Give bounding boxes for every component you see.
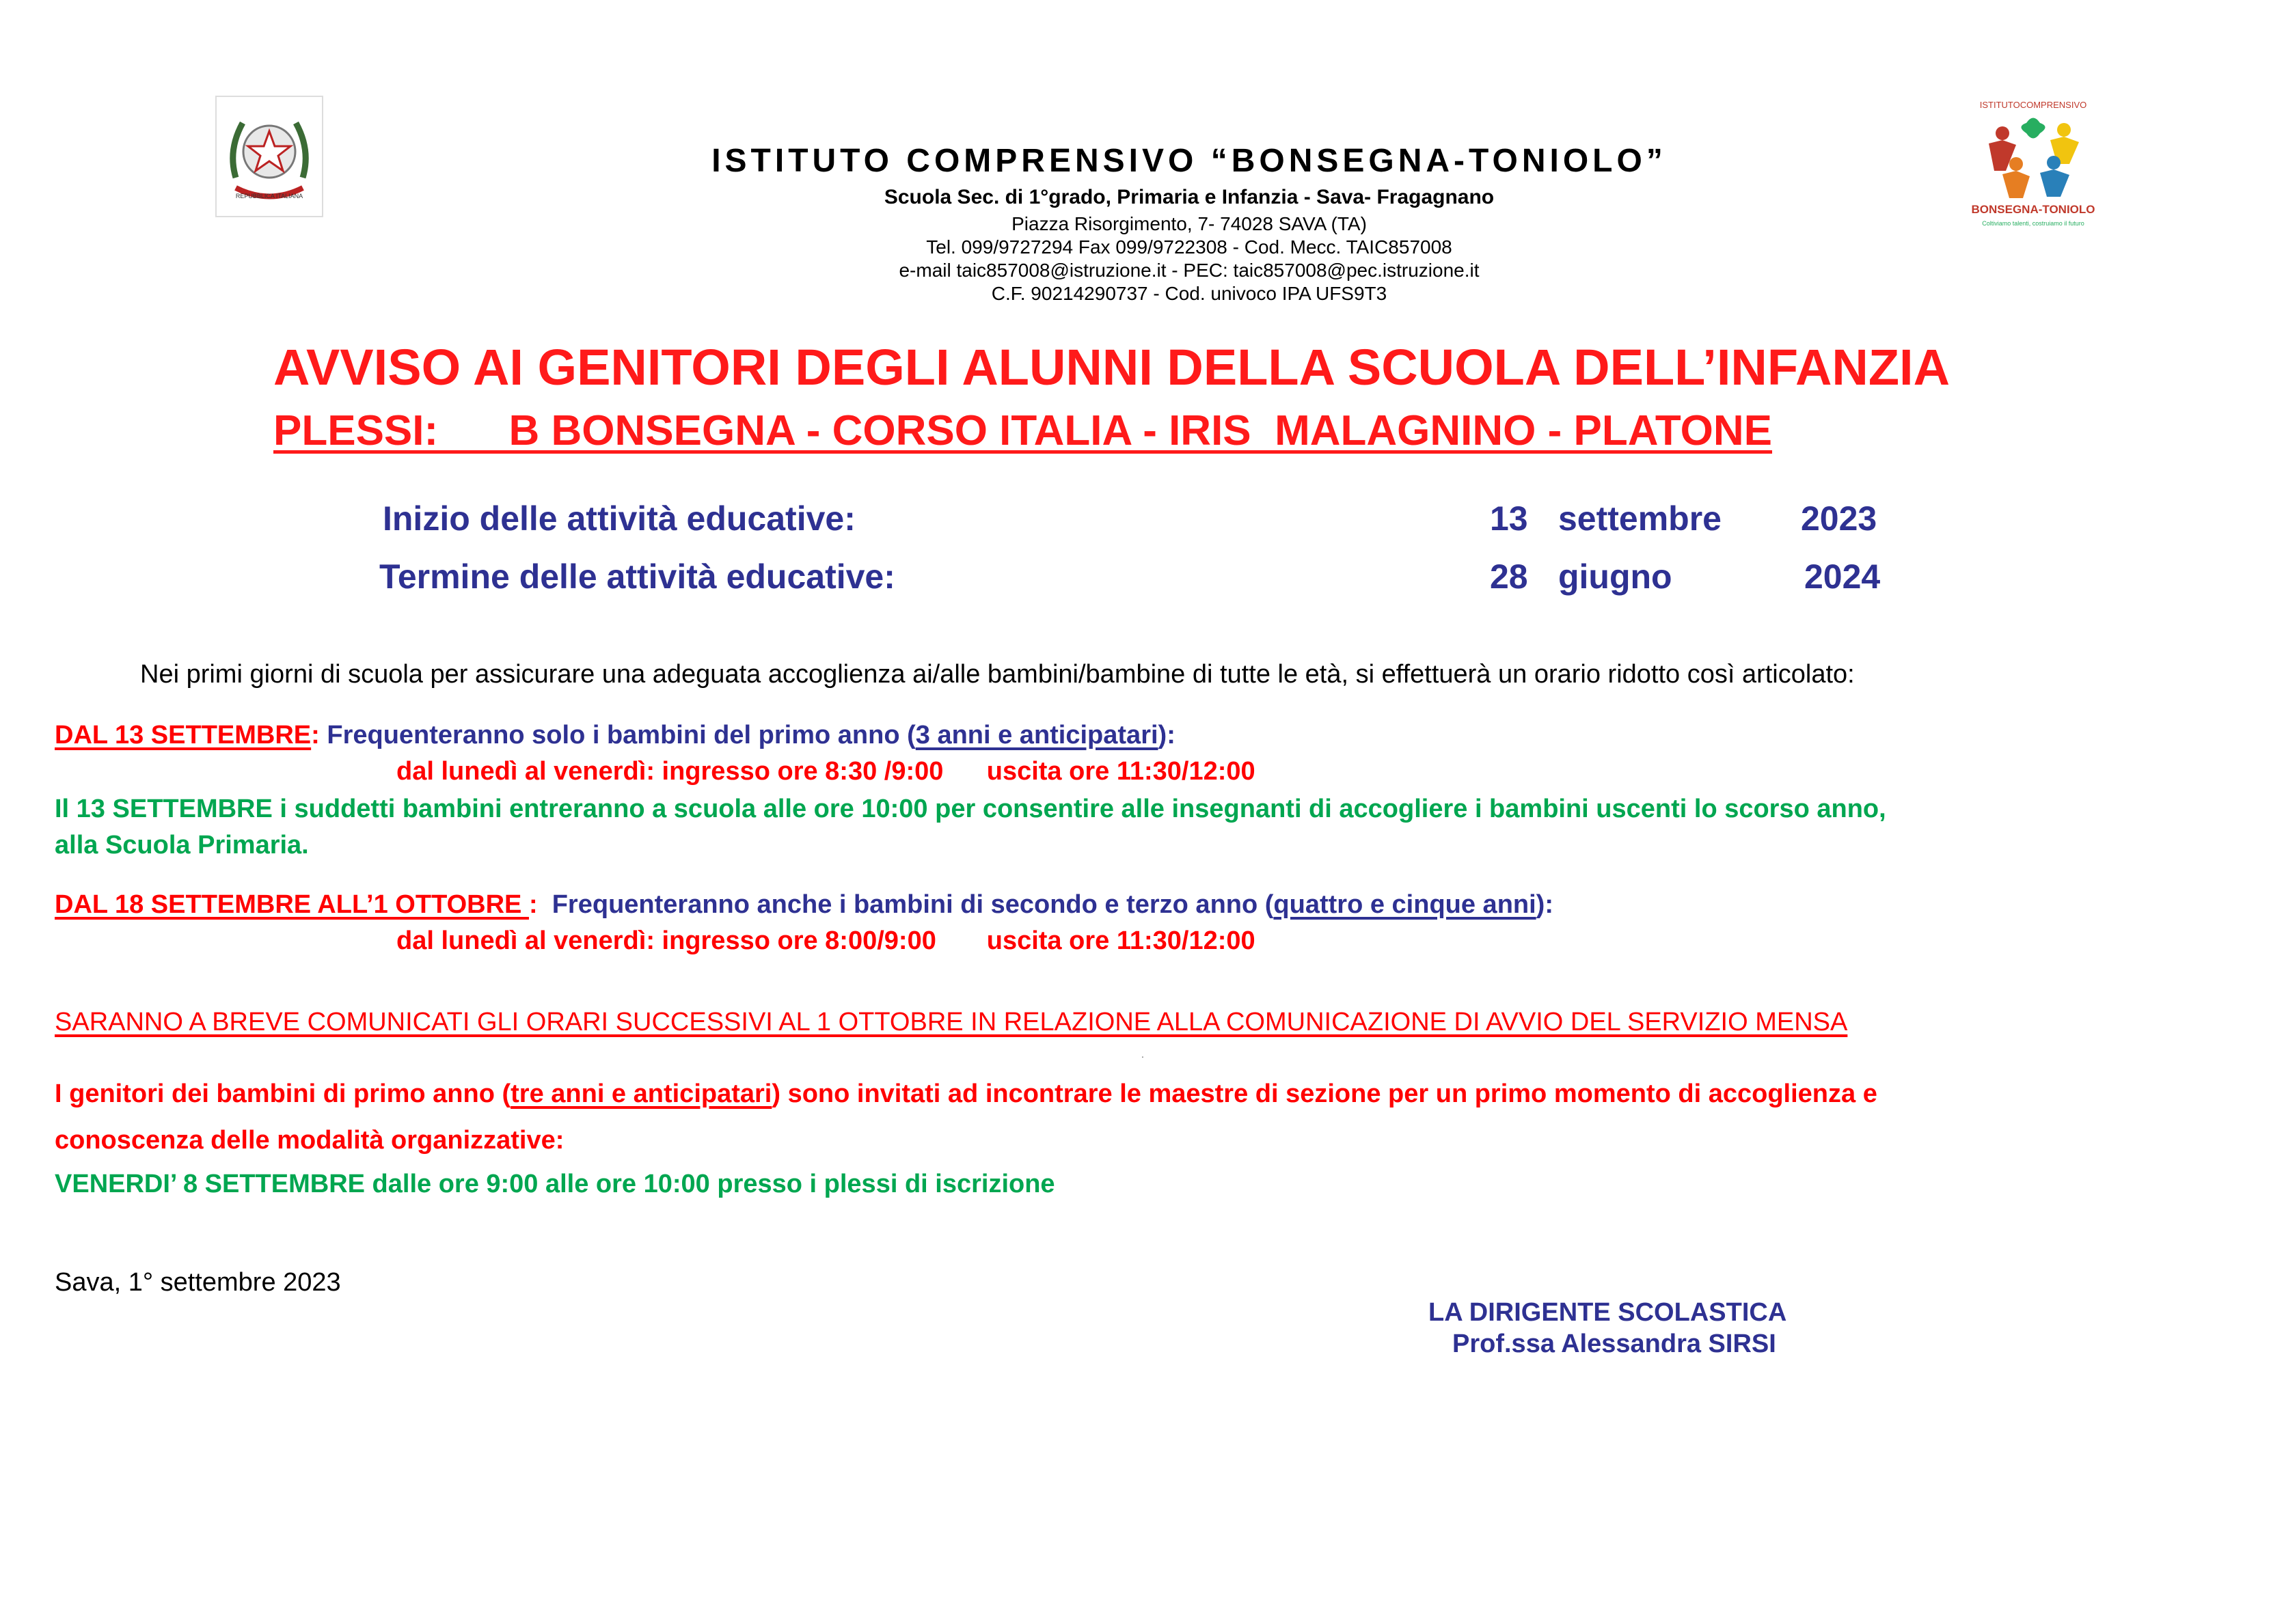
start-day: 13 <box>1490 499 1528 538</box>
school-address: Piazza Risorgimento, 7- 74028 SAVA (TA) <box>1011 213 1367 234</box>
signer-title: LA DIRIGENTE SCOLASTICA <box>1428 1298 1787 1327</box>
period-1-note-1: Il 13 SETTEMBRE i suddetti bambini entreranno a scuola alle ore 10:00 per consentire alle insegnanti di accogliere i bambini uscenti lo scorso anno, <box>55 795 1886 823</box>
parents-line-1 <box>55 1079 1877 1109</box>
separator-dot: . <box>1141 1049 1144 1060</box>
period-1-colon: : <box>311 721 320 749</box>
italian-republic-emblem-icon <box>215 96 323 217</box>
signer-name: Prof.ssa Alessandra SIRSI <box>1452 1330 1776 1358</box>
meeting-info: VENERDI’ 8 SETTEMBRE dalle ore 9:00 alle ore 10:00 presso i plessi di iscrizione <box>55 1170 1055 1198</box>
parents-text-underlined: tre anni e anticipatari <box>511 1079 772 1108</box>
period-1-date: DAL 13 SETTEMBRE <box>55 721 312 749</box>
period-1-text-b: ): <box>1158 721 1175 749</box>
period-2-line <box>55 890 1553 920</box>
school-fiscal-code: C.F. 90214290737 - Cod. univoco IPA UFS9T3 <box>991 283 1387 304</box>
parents-text-a: I genitori dei bambini di primo anno ( <box>55 1079 511 1108</box>
logo-motto: Coltiviamo talenti, costruiamo il futuro <box>1982 220 2084 227</box>
logo-top-text: ISTITUTOCOMPRENSIVO <box>1979 100 2087 110</box>
period-1-note-2: alla Scuola Primaria. <box>55 831 309 859</box>
end-month: giugno <box>1558 558 1672 596</box>
period-2-date: DAL 18 SETTEMBRE ALL’1 OTTOBRE <box>55 890 529 919</box>
notice-title: AVVISO AI GENITORI DEGLI ALUNNI DELLA SCUOLA DELL’INFANZIA <box>273 339 1950 396</box>
start-month: settembre <box>1558 499 1722 538</box>
period-2-text-underlined: quattro e cinque anni <box>1273 890 1536 919</box>
period-2-colon: : <box>528 890 538 919</box>
school-name: ISTITUTO COMPRENSIVO “BONSEGNA-TONIOLO” <box>711 143 1667 179</box>
parents-line-2: conoscenza delle modalità organizzative: <box>55 1126 565 1155</box>
period-1-text-a: Frequenteranno solo i bambini del primo anno ( <box>319 721 916 749</box>
end-year: 2024 <box>1804 558 1881 596</box>
school-logo-icon <box>1961 96 2105 232</box>
notice-plessi: PLESSI: B BONSEGNA - CORSO ITALIA - IRIS MALAGNINO - PLATONE <box>273 407 1773 454</box>
intro-paragraph: Nei primi giorni di scuola per assicurare una adeguata accoglienza ai/alle bambini/bambine di tutte le età, si effettuerà un orario ridotto così articolato: <box>140 660 1855 689</box>
school-phone: Tel. 099/9727294 Fax 099/9722308 - Cod. Mecc. TAIC857008 <box>926 236 1452 258</box>
school-subtitle: Scuola Sec. di 1°grado, Primaria e Infanzia - Sava- Fragagnano <box>884 186 1495 208</box>
end-day: 28 <box>1490 558 1528 596</box>
end-label: Termine delle attività educative: <box>379 558 895 596</box>
emblem-text: REPUBBLICA ITALIANA <box>235 193 303 199</box>
period-2-hours: dal lunedì al venerdì: ingresso ore 8:00/9:00 uscita ore 11:30/12:00 <box>396 926 1255 955</box>
period-2-text-a: Frequenteranno anche i bambini di secondo e terzo anno ( <box>537 890 1274 919</box>
announcement: SARANNO A BREVE COMUNICATI GLI ORARI SUCCESSIVI AL 1 OTTOBRE IN RELAZIONE ALLA COMUNICAZIONE DI AVVIO DEL SERVIZIO MENSA <box>55 1008 1848 1036</box>
place-date: Sava, 1° settembre 2023 <box>55 1268 341 1297</box>
logo-name: BONSEGNA-TONIOLO <box>1971 203 2095 216</box>
start-year: 2023 <box>1801 499 1877 538</box>
parents-text-b: ) sono invitati ad incontrare le maestre di sezione per un primo momento di accoglienza e <box>772 1079 1877 1108</box>
period-1-hours: dal lunedì al venerdì: ingresso ore 8:30 /9:00 uscita ore 11:30/12:00 <box>396 757 1255 786</box>
start-label: Inizio delle attività educative: <box>383 499 856 538</box>
period-1-line <box>55 721 1175 750</box>
period-1-text-underlined: 3 anni e anticipatari <box>915 721 1158 749</box>
period-2-text-b: ): <box>1536 890 1553 919</box>
school-email: e-mail taic857008@istruzione.it - PEC: taic857008@pec.istruzione.it <box>899 260 1480 281</box>
